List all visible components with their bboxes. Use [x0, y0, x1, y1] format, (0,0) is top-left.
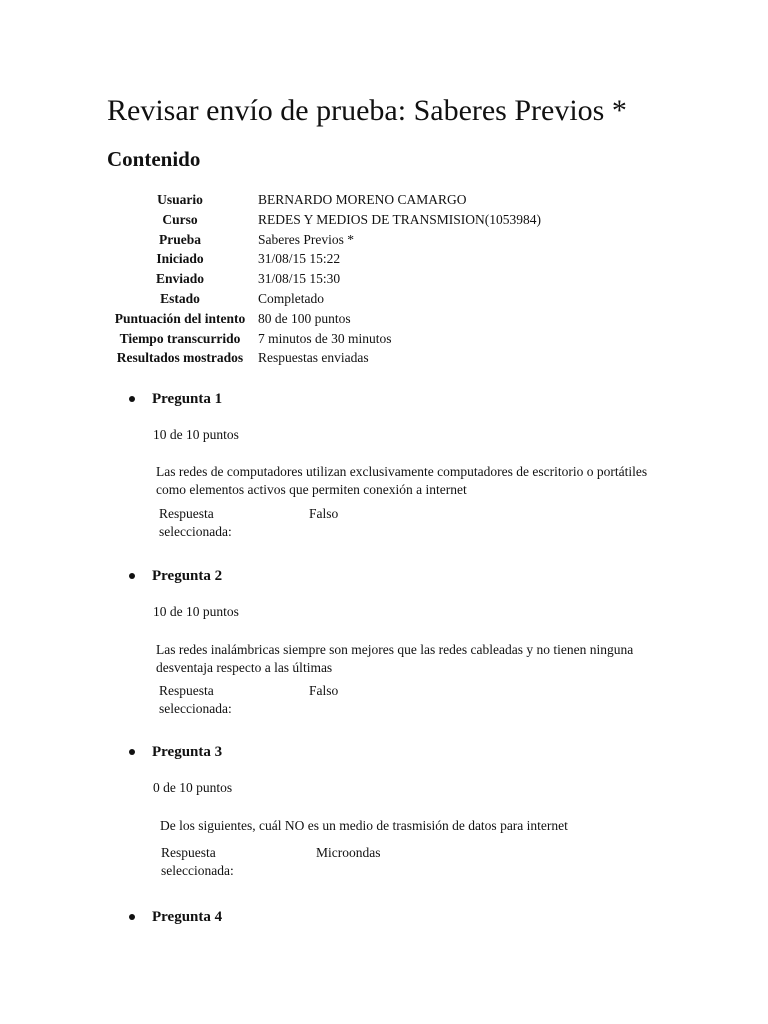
- question-text: De los siguientes, cuál NO es un medio de trasmisión de datos para internet: [160, 818, 568, 833]
- detail-value: REDES Y MEDIOS DE TRANSMISION(1053984): [258, 211, 542, 227]
- detail-label: Puntuación del intento: [114, 310, 246, 326]
- detail-label: Estado: [160, 290, 200, 306]
- question-points: 0 de 10 puntos: [153, 780, 233, 795]
- detail-row-puntuacion: [106, 309, 541, 329]
- question-points: 10 de 10 puntos: [153, 427, 239, 442]
- detail-row-usuario: [106, 190, 541, 210]
- detail-row-curso: [106, 210, 541, 230]
- detail-value: Respuestas enviadas: [258, 350, 369, 366]
- question-title: Pregunta 4: [152, 909, 223, 925]
- bullet-icon: [129, 914, 135, 920]
- selected-answer: Falso: [309, 683, 339, 698]
- detail-label: Resultados mostrados: [116, 350, 244, 366]
- detail-label: Curso: [162, 211, 198, 227]
- question-title: Pregunta 3: [152, 744, 223, 760]
- detail-row-resultados: [106, 348, 541, 368]
- detail-value: 31/08/15 15:30: [258, 271, 341, 287]
- question-text: Las redes inalámbricas siempre son mejores que las redes cableadas y no tienen ninguna desventaja respecto a las últimas: [156, 642, 634, 675]
- detail-row-estado: [106, 289, 541, 309]
- attempt-details-table: [106, 190, 541, 368]
- question-title: Pregunta 1: [152, 391, 223, 407]
- detail-label: Tiempo transcurrido: [119, 330, 241, 346]
- selected-answer: Falso: [309, 506, 339, 521]
- detail-label: Iniciado: [156, 251, 204, 267]
- detail-row-iniciado: [106, 249, 541, 269]
- detail-label: Usuario: [157, 192, 203, 207]
- question-text: Las redes de computadores utilizan exclusivamente computadores de escritorio o portátiles como elementos activos que permiten conexión a internet: [156, 464, 648, 497]
- detail-label: Enviado: [155, 271, 205, 287]
- detail-row-tiempo: [106, 329, 541, 349]
- bullet-icon: [129, 573, 135, 579]
- answer-label: Respuesta seleccionada:: [159, 683, 232, 716]
- bullet-icon: [129, 749, 135, 755]
- question-title: Pregunta 2: [152, 568, 223, 584]
- page-title: Revisar envío de prueba: Saberes Previos *: [107, 94, 627, 127]
- detail-value: 80 de 100 puntos: [258, 310, 351, 326]
- detail-value: Completado: [258, 290, 324, 306]
- question-points: 10 de 10 puntos: [153, 604, 239, 619]
- section-title: Contenido: [107, 147, 201, 171]
- detail-value: 31/08/15 15:22: [258, 251, 341, 267]
- selected-answer: Microondas: [316, 845, 381, 860]
- detail-label: Prueba: [159, 231, 201, 247]
- detail-value: BERNARDO MORENO CAMARGO: [258, 192, 467, 207]
- detail-value: Saberes Previos *: [258, 231, 354, 247]
- detail-value: 7 minutos de 30 minutos: [258, 330, 392, 346]
- detail-row-prueba: [106, 230, 541, 250]
- answer-label: Respuesta seleccionada:: [161, 845, 234, 878]
- detail-row-enviado: [106, 269, 541, 289]
- bullet-icon: [129, 396, 135, 402]
- answer-label: Respuesta seleccionada:: [159, 506, 232, 539]
